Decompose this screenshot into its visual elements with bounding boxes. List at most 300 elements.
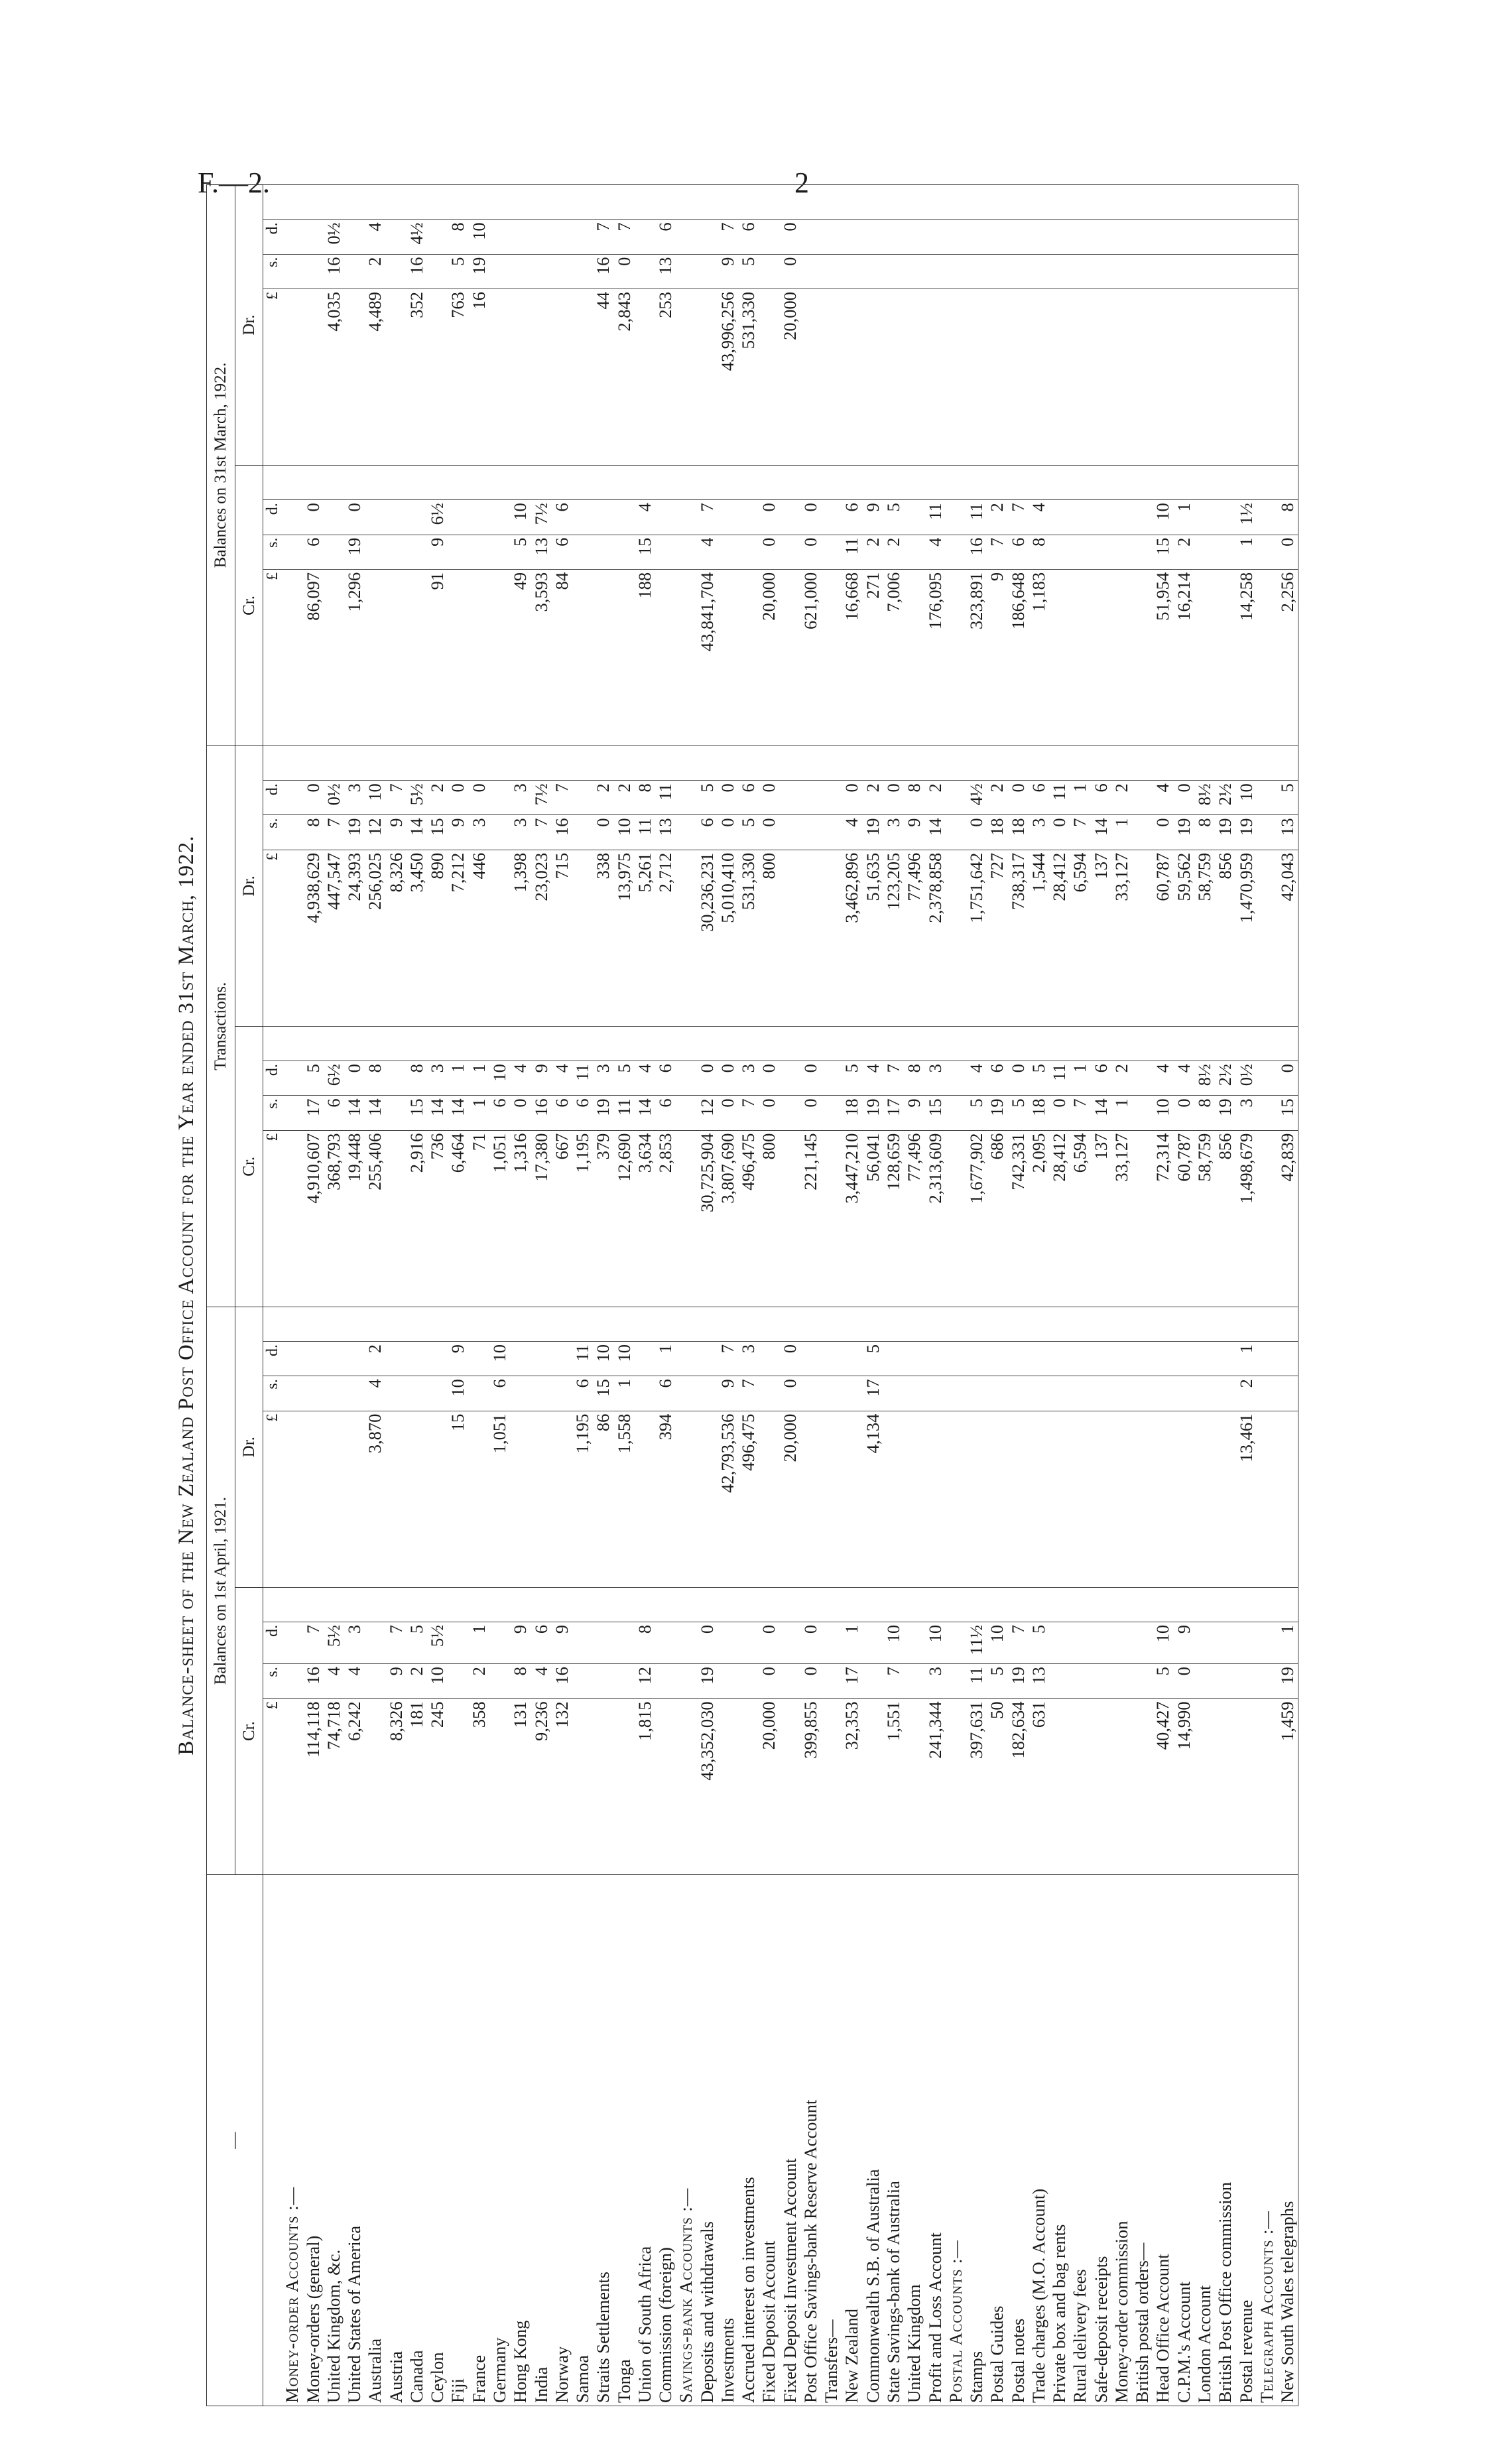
spacer: [863, 1587, 883, 1622]
closing-dr-shillings: 5: [448, 254, 468, 289]
transactions-cr-pounds: 72,314: [1153, 1130, 1173, 1307]
opening-dr-pence: [635, 1342, 655, 1376]
transactions-cr-shillings: [1257, 1096, 1277, 1130]
closing-cr-pounds: [365, 569, 385, 745]
opening-cr-pounds: [946, 1699, 966, 1875]
row-label: Money-order commission: [1111, 1875, 1132, 2406]
spacer: [987, 185, 1007, 220]
transactions-cr-shillings: 1: [1111, 1096, 1132, 1130]
opening-dr-shillings: 10: [448, 1376, 468, 1411]
transactions-dr-pounds: 447,547: [324, 850, 344, 1026]
transactions-cr-pence: 9: [531, 1061, 552, 1096]
opening-cr-pence: [1070, 1622, 1090, 1663]
spacer: [635, 745, 655, 780]
transactions-cr-pence: 4: [635, 1061, 655, 1096]
unit-shilling: s.: [263, 1664, 283, 1699]
opening-cr-pence: 5½: [427, 1622, 448, 1663]
transactions-dr-pence: 11: [655, 781, 676, 815]
spacer: [1257, 1026, 1277, 1061]
transactions-dr-pounds: 4,938,629: [303, 850, 324, 1026]
closing-dr-pounds: 253: [655, 289, 676, 465]
opening-dr-pounds: [1091, 1411, 1111, 1587]
opening-cr-pence: 3: [344, 1622, 365, 1663]
transactions-dr-pounds: 5,261: [635, 850, 655, 1026]
transactions-dr-pounds: 137: [1091, 850, 1111, 1026]
ledger-row: [1194, 185, 1215, 2406]
opening-dr-pounds: [904, 1411, 924, 1587]
closing-dr-shillings: 16: [407, 254, 427, 289]
spacer: [614, 1307, 635, 1341]
ledger-row: [1049, 185, 1070, 2406]
spacer: [510, 1587, 531, 1622]
opening-dr-shillings: 17: [863, 1376, 883, 1411]
transactions-dr-pence: [946, 781, 966, 815]
spacer: [531, 185, 552, 220]
opening-cr-pence: [676, 1622, 696, 1663]
transactions-cr-pounds: 2,095: [1029, 1130, 1049, 1307]
transactions-dr-shillings: 6: [697, 815, 718, 850]
closing-dr-pence: [1049, 220, 1070, 254]
closing-dr-shillings: [1091, 254, 1111, 289]
closing-dr-pounds: [1174, 289, 1194, 465]
spacer: [552, 1587, 572, 1622]
closing-cr-shillings: [614, 535, 635, 569]
row-label: France: [469, 1875, 489, 2406]
closing-dr-pence: 4: [365, 220, 385, 254]
closing-dr-pence: 0½: [324, 220, 344, 254]
unit-pence: d.: [263, 1342, 283, 1376]
opening-dr-shillings: [821, 1376, 842, 1411]
opening-cr-pounds: [282, 1699, 302, 1875]
row-label: Hong Kong: [510, 1875, 531, 2406]
transactions-cr-pounds: 368,793: [324, 1130, 344, 1307]
row-label: Commonwealth S.B. of Australia: [863, 1875, 883, 2406]
transactions-dr-shillings: [780, 815, 800, 850]
row-label: Australia: [365, 1875, 385, 2406]
spacer: [263, 1026, 283, 1061]
spacer: [655, 745, 676, 780]
opening-cr-pence: 8: [635, 1622, 655, 1663]
transactions-dr-shillings: [489, 815, 510, 850]
opening-cr-pence: 6: [531, 1622, 552, 1663]
transactions-cr-pounds: [821, 1130, 842, 1307]
opening-dr-pounds: [676, 1411, 696, 1587]
closing-cr-pence: 11: [966, 500, 987, 535]
spacer: [344, 466, 365, 500]
opening-dr-pence: [697, 1342, 718, 1376]
row-label: Postal notes: [1008, 1875, 1029, 2406]
opening-cr-pounds: 397,631: [966, 1699, 987, 1875]
opening-dr-shillings: [987, 1376, 1007, 1411]
closing-cr-pounds: 7,006: [883, 569, 904, 745]
spacer: [407, 185, 427, 220]
opening-dr-pounds: [1174, 1411, 1194, 1587]
row-label: Profit and Loss Account: [925, 1875, 946, 2406]
closing-dr-pounds: [842, 289, 862, 465]
transactions-cr-shillings: 12: [697, 1096, 718, 1130]
closing-cr-pence: 0: [759, 500, 779, 535]
spacer: [263, 185, 283, 220]
unit-shilling: s.: [263, 1376, 283, 1411]
transactions-dr-pence: [1257, 781, 1277, 815]
transactions-dr-pounds: 123,205: [883, 850, 904, 1026]
opening-dr-pounds: [1153, 1411, 1173, 1587]
spacer: [1277, 185, 1298, 220]
spacer: [1215, 1587, 1235, 1622]
closing-cr-shillings: 2: [863, 535, 883, 569]
transactions-cr-pounds: 58,759: [1194, 1130, 1215, 1307]
transactions-cr-pounds: 60,787: [1174, 1130, 1194, 1307]
spacer: [1132, 745, 1153, 780]
ledger-row: [386, 185, 407, 2406]
opening-dr-pounds: [1111, 1411, 1132, 1587]
closing-cr-pence: 2: [987, 500, 1007, 535]
closing-dr-shillings: [1215, 254, 1235, 289]
transactions-dr-shillings: 19: [1174, 815, 1194, 850]
opening-dr-pence: [1194, 1342, 1215, 1376]
transactions-cr-pence: 0: [697, 1061, 718, 1096]
transactions-cr-shillings: 0: [1049, 1096, 1070, 1130]
spacer: [697, 1587, 718, 1622]
opening-cr-pounds: [738, 1699, 759, 1875]
spacer: [1215, 185, 1235, 220]
closing-dr-pounds: [1194, 289, 1215, 465]
opening-dr-pence: 1: [1236, 1342, 1257, 1376]
row-label: Postal Guides: [987, 1875, 1007, 2406]
transactions-dr-shillings: 8: [1194, 815, 1215, 850]
spacer: [946, 1587, 966, 1622]
closing-cr-pence: 10: [1153, 500, 1173, 535]
spacer: [655, 185, 676, 220]
opening-cr-pence: [448, 1622, 468, 1663]
row-label: Ceylon: [427, 1875, 448, 2406]
opening-cr-pence: [1091, 1622, 1111, 1663]
spacer: [987, 1026, 1007, 1061]
spacer: [800, 1307, 821, 1341]
closing-dr-pounds: [531, 289, 552, 465]
unit-pound: £: [263, 289, 283, 465]
opening-dr-shillings: [324, 1376, 344, 1411]
transactions-dr-shillings: 9: [448, 815, 468, 850]
spacer: [489, 745, 510, 780]
transactions-dr-pounds: 58,759: [1194, 850, 1215, 1026]
spacer: [365, 745, 385, 780]
spacer: [1029, 466, 1049, 500]
opening-dr-shillings: [1132, 1376, 1153, 1411]
spacer: [1049, 1307, 1070, 1341]
opening-cr-shillings: 16: [552, 1664, 572, 1699]
opening-dr-pence: [531, 1342, 552, 1376]
opening-dr-shillings: [552, 1376, 572, 1411]
transactions-cr-pounds: 12,690: [614, 1130, 635, 1307]
opening-cr-pence: [863, 1622, 883, 1663]
transactions-dr-pounds: [489, 850, 510, 1026]
opening-cr-pounds: [1111, 1699, 1132, 1875]
transactions-cr-pence: [1132, 1061, 1153, 1096]
row-label: State Savings-bank of Australia: [883, 1875, 904, 2406]
closing-dr-pounds: 531,330: [738, 289, 759, 465]
spacer: [1257, 745, 1277, 780]
opening-dr-pence: [552, 1342, 572, 1376]
spacer: [614, 745, 635, 780]
opening-dr-shillings: [386, 1376, 407, 1411]
closing-cr-pounds: [946, 569, 966, 745]
opening-cr-pounds: [1049, 1699, 1070, 1875]
transactions-dr-shillings: 15: [427, 815, 448, 850]
spacer: [1132, 1026, 1153, 1061]
spacer: [448, 185, 468, 220]
opening-cr-pence: [738, 1622, 759, 1663]
opening-dr-pence: [1257, 1342, 1277, 1376]
ledger-row: [780, 185, 800, 2406]
closing-dr-shillings: [282, 254, 302, 289]
closing-cr-shillings: [655, 535, 676, 569]
opening-cr-shillings: [863, 1664, 883, 1699]
closing-dr-shillings: 16: [593, 254, 613, 289]
closing-cr-pounds: [718, 569, 738, 745]
unit-pound: £: [263, 569, 283, 745]
opening-cr-pence: [1049, 1622, 1070, 1663]
row-label: Austria: [386, 1875, 407, 2406]
spacer: [344, 1026, 365, 1061]
ledger-row: [407, 185, 427, 2406]
opening-cr-shillings: [1215, 1664, 1235, 1699]
opening-cr-pounds: [593, 1699, 613, 1875]
spacer: [572, 466, 593, 500]
spacer: [800, 1026, 821, 1061]
transactions-dr-shillings: 13: [1277, 815, 1298, 850]
closing-dr-pence: [386, 220, 407, 254]
transactions-dr-pounds: 8,326: [386, 850, 407, 1026]
opening-cr-pounds: 40,427: [1153, 1699, 1173, 1875]
transactions-dr-pence: [1132, 781, 1153, 815]
transactions-cr-pence: 3: [925, 1061, 946, 1096]
opening-cr-shillings: 7: [883, 1664, 904, 1699]
opening-cr-shillings: 9: [386, 1664, 407, 1699]
opening-cr-shillings: 12: [635, 1664, 655, 1699]
opening-dr-pounds: 1,558: [614, 1411, 635, 1587]
opening-dr-pence: [1132, 1342, 1153, 1376]
transactions-cr-shillings: 14: [448, 1096, 468, 1130]
transactions-cr-shillings: 14: [1091, 1096, 1111, 1130]
opening-dr-pounds: 42,793,536: [718, 1411, 738, 1587]
spacer: [593, 1587, 613, 1622]
transactions-dr-shillings: 14: [1091, 815, 1111, 850]
opening-cr-pounds: 32,353: [842, 1699, 862, 1875]
transactions-dr-pence: 10: [1236, 781, 1257, 815]
opening-dr-shillings: [469, 1376, 489, 1411]
transactions-cr-shillings: 5: [966, 1096, 987, 1130]
opening-dr-shillings: [1070, 1376, 1090, 1411]
ledger-row: [842, 185, 862, 2406]
spacer: [365, 1307, 385, 1341]
transactions-dr-shillings: [1132, 815, 1153, 850]
row-label: Tonga: [614, 1875, 635, 2406]
transactions-dr-shillings: 0: [966, 815, 987, 850]
spacer: [883, 1026, 904, 1061]
closing-dr-shillings: [697, 254, 718, 289]
closing-dr-pounds: [1236, 289, 1257, 465]
closing-cr-pence: [572, 500, 593, 535]
section-heading-row: [1257, 185, 1277, 2406]
closing-dr-pounds: [489, 289, 510, 465]
opening-dr-pence: [946, 1342, 966, 1376]
closing-dr-pounds: 20,000: [780, 289, 800, 465]
closing-cr-shillings: [386, 535, 407, 569]
spacer: [1049, 745, 1070, 780]
transactions-cr-pence: 8½: [1194, 1061, 1215, 1096]
closing-dr-pence: [904, 220, 924, 254]
closing-dr-shillings: 0: [780, 254, 800, 289]
spacer: [572, 745, 593, 780]
spacer: [282, 466, 302, 500]
transactions-dr-pounds: 338: [593, 850, 613, 1026]
opening-cr-shillings: [593, 1664, 613, 1699]
spacer: [946, 1026, 966, 1061]
opening-dr-pence: [759, 1342, 779, 1376]
opening-dr-pounds: [1277, 1411, 1298, 1587]
opening-cr-shillings: 0: [800, 1664, 821, 1699]
spacer: [489, 1587, 510, 1622]
spacer: [1257, 185, 1277, 220]
spacer: [883, 185, 904, 220]
opening-dr-shillings: 6: [489, 1376, 510, 1411]
transactions-dr-pounds: [676, 850, 696, 1026]
closing-cr-pounds: [407, 569, 427, 745]
transactions-cr-shillings: 17: [303, 1096, 324, 1130]
transactions-cr-shillings: 14: [635, 1096, 655, 1130]
spacer: [324, 745, 344, 780]
spacer: [738, 1026, 759, 1061]
transactions-dr-pounds: 856: [1215, 850, 1235, 1026]
spacer: [407, 745, 427, 780]
spacer: [448, 745, 468, 780]
spacer: [925, 185, 946, 220]
opening-dr-pence: 7: [718, 1342, 738, 1376]
spacer: [552, 466, 572, 500]
spacer: [842, 1587, 862, 1622]
spacer: [386, 745, 407, 780]
spacer: [821, 466, 842, 500]
opening-cr-shillings: [1257, 1664, 1277, 1699]
closing-cr-shillings: 9: [427, 535, 448, 569]
spacer: [966, 466, 987, 500]
spacer: [1174, 1307, 1194, 1341]
closing-cr-pence: [1111, 500, 1132, 535]
spacer: [946, 185, 966, 220]
closing-cr-pence: 6: [842, 500, 862, 535]
closing-dr-pounds: [1277, 289, 1298, 465]
closing-cr-pounds: [282, 569, 302, 745]
opening-dr-pounds: [1049, 1411, 1070, 1587]
ledger-row: [821, 185, 842, 2406]
opening-cr-shillings: [738, 1664, 759, 1699]
closing-cr-shillings: 13: [531, 535, 552, 569]
transactions-dr-pence: 7½: [531, 781, 552, 815]
transactions-dr-shillings: 18: [1008, 815, 1029, 850]
opening-dr-pounds: [842, 1411, 862, 1587]
transactions-dr-shillings: [1257, 815, 1277, 850]
opening-dr-shillings: 6: [572, 1376, 593, 1411]
opening-dr-shillings: [1277, 1376, 1298, 1411]
transactions-cr-shillings: [780, 1096, 800, 1130]
transactions-cr-shillings: [1132, 1096, 1153, 1130]
spacer: [1132, 1307, 1153, 1341]
spacer: [1029, 745, 1049, 780]
opening-cr-pounds: 399,855: [800, 1699, 821, 1875]
page-code: F.—2.: [198, 166, 270, 199]
closing-cr-shillings: [448, 535, 468, 569]
opening-cr-shillings: 19: [1008, 1664, 1029, 1699]
closing-cr-pence: 1: [1174, 500, 1194, 535]
closing-dr-pounds: [800, 289, 821, 465]
transactions-cr-pounds: 71: [469, 1130, 489, 1307]
transactions-cr-shillings: 7: [738, 1096, 759, 1130]
opening-cr-pounds: [1132, 1699, 1153, 1875]
transactions-cr-pounds: 667: [552, 1130, 572, 1307]
transactions-dr-shillings: 0: [759, 815, 779, 850]
ledger-row: [1008, 185, 1029, 2406]
opening-dr-pounds: 394: [655, 1411, 676, 1587]
opening-cr-shillings: [572, 1664, 593, 1699]
opening-cr-pence: [282, 1622, 302, 1663]
opening-dr-shillings: [282, 1376, 302, 1411]
transactions-dr-shillings: 19: [1236, 815, 1257, 850]
spacer: [1194, 185, 1215, 220]
closing-cr-pounds: 43,841,704: [697, 569, 718, 745]
closing-cr-pence: 11: [925, 500, 946, 535]
spacer: [324, 1307, 344, 1341]
opening-cr-shillings: 5: [1153, 1664, 1173, 1699]
closing-cr-pence: [469, 500, 489, 535]
spacer: [572, 185, 593, 220]
opening-cr-pounds: 1,815: [635, 1699, 655, 1875]
transactions-dr-shillings: 3: [1029, 815, 1049, 850]
ledger-row: [614, 185, 635, 2406]
closing-dr-pounds: [1049, 289, 1070, 465]
spacer: [427, 185, 448, 220]
spacer: [946, 466, 966, 500]
opening-dr-pounds: [697, 1411, 718, 1587]
opening-dr-pounds: [1194, 1411, 1215, 1587]
closing-cr-pounds: [904, 569, 924, 745]
opening-dr-shillings: [946, 1376, 966, 1411]
closing-cr-shillings: 15: [635, 535, 655, 569]
spacer: [1215, 466, 1235, 500]
opening-dr-pence: [303, 1342, 324, 1376]
opening-dr-shillings: [427, 1376, 448, 1411]
closing-dr-pounds: 352: [407, 289, 427, 465]
opening-dr-pounds: 1,051: [489, 1411, 510, 1587]
spacer: [572, 1307, 593, 1341]
closing-cr-shillings: [780, 535, 800, 569]
closing-dr-pence: [821, 220, 842, 254]
closing-dr-pounds: [883, 289, 904, 465]
transactions-dr-pounds: 531,330: [738, 850, 759, 1026]
spacer: [1194, 1587, 1215, 1622]
transactions-dr-pence: 5½: [407, 781, 427, 815]
spacer: [552, 185, 572, 220]
opening-cr-pence: 10: [1153, 1622, 1173, 1663]
ledger-row: [655, 185, 676, 2406]
closing-cr-shillings: 6: [1008, 535, 1029, 569]
opening-cr-pounds: [1070, 1699, 1090, 1875]
opening-cr-pence: 11½: [966, 1622, 987, 1663]
spacer: [842, 185, 862, 220]
closing-dr-pence: [1174, 220, 1194, 254]
transactions-dr-pounds: 727: [987, 850, 1007, 1026]
closing-cr-shillings: [1194, 535, 1215, 569]
